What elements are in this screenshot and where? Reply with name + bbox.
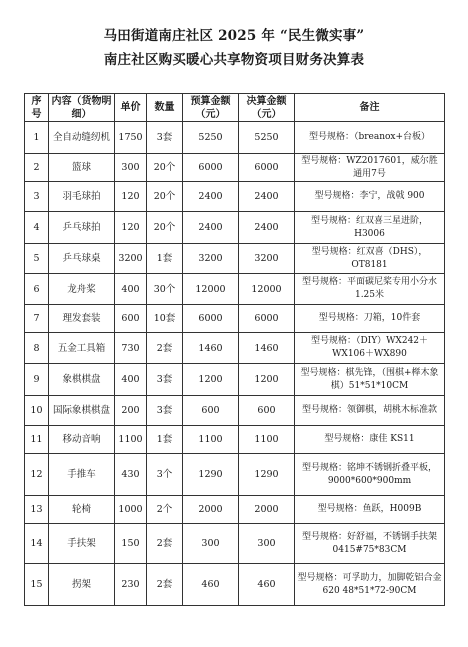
row-serial: 9 bbox=[25, 364, 49, 396]
row-final: 12000 bbox=[239, 274, 295, 305]
row-budget: 1460 bbox=[183, 333, 239, 364]
row-quantity: 20个 bbox=[147, 182, 183, 212]
row-unit-price: 430 bbox=[115, 454, 147, 496]
header-serial: 序号 bbox=[25, 94, 49, 122]
row-item: 手扶架 bbox=[49, 524, 115, 564]
table-row bbox=[25, 122, 445, 154]
document-title-line2: 南庄社区购买暖心共享物资项目财务决算表 bbox=[103, 52, 365, 68]
row-serial: 4 bbox=[25, 212, 49, 244]
row-final: 6000 bbox=[239, 305, 295, 333]
table-row bbox=[25, 182, 445, 212]
row-quantity: 20个 bbox=[147, 154, 183, 182]
table-row bbox=[25, 496, 445, 524]
row-quantity: 2套 bbox=[147, 564, 183, 606]
row-note: 型号规格：好舒福，不锈钢手扶架0415#75*83CM bbox=[295, 524, 445, 564]
row-note: 型号规格：棋先锋，（围棋+榉木象棋）51*51*10CM bbox=[295, 364, 445, 396]
row-budget: 300 bbox=[183, 524, 239, 564]
row-quantity: 2个 bbox=[147, 496, 183, 524]
row-budget: 600 bbox=[183, 396, 239, 426]
row-budget: 12000 bbox=[183, 274, 239, 305]
row-unit-price: 120 bbox=[115, 212, 147, 244]
row-unit-price: 300 bbox=[115, 154, 147, 182]
row-quantity: 30个 bbox=[147, 274, 183, 305]
row-budget: 2400 bbox=[183, 182, 239, 212]
table-row bbox=[25, 564, 445, 606]
row-unit-price: 150 bbox=[115, 524, 147, 564]
row-final: 5250 bbox=[239, 122, 295, 154]
table-row bbox=[25, 274, 445, 305]
table-row bbox=[25, 305, 445, 333]
row-budget: 460 bbox=[183, 564, 239, 606]
row-budget: 1290 bbox=[183, 454, 239, 496]
row-item: 羽毛球拍 bbox=[49, 182, 115, 212]
row-budget: 5250 bbox=[183, 122, 239, 154]
row-budget: 3200 bbox=[183, 244, 239, 274]
row-budget: 2400 bbox=[183, 212, 239, 244]
row-note: 型号规格：领御棋，胡桃木标准款 bbox=[295, 396, 445, 426]
table-row bbox=[25, 426, 445, 454]
table-row bbox=[25, 333, 445, 364]
row-serial: 3 bbox=[25, 182, 49, 212]
row-final: 2400 bbox=[239, 182, 295, 212]
row-note: 型号规格：（DIY）WX242＋WX106＋WX890 bbox=[295, 333, 445, 364]
table-row bbox=[25, 212, 445, 244]
table-row bbox=[25, 454, 445, 496]
row-note: 型号规格：铭坤不锈钢折叠平板，9000*600*900mm bbox=[295, 454, 445, 496]
row-note: 型号规格：可孚助力，加脚乾铝合金620 48*51*72-90CM bbox=[295, 564, 445, 606]
row-final: 300 bbox=[239, 524, 295, 564]
row-final: 1290 bbox=[239, 454, 295, 496]
header-remarks: 备注 bbox=[295, 94, 445, 122]
table-row bbox=[25, 154, 445, 182]
row-quantity: 2套 bbox=[147, 333, 183, 364]
row-quantity: 3个 bbox=[147, 454, 183, 496]
row-unit-price: 200 bbox=[115, 396, 147, 426]
row-quantity: 2套 bbox=[147, 524, 183, 564]
row-serial: 13 bbox=[25, 496, 49, 524]
row-item: 国际象棋棋盘 bbox=[49, 396, 115, 426]
row-item: 手推车 bbox=[49, 454, 115, 496]
row-unit-price: 1100 bbox=[115, 426, 147, 454]
row-note: 型号规格：刀箱，10件套 bbox=[295, 305, 445, 333]
row-item: 轮椅 bbox=[49, 496, 115, 524]
header-quantity: 数量 bbox=[147, 94, 183, 122]
document-title-line1: 马田街道南庄社区 2025 年 “民生微实事” bbox=[103, 28, 365, 44]
row-serial: 8 bbox=[25, 333, 49, 364]
row-unit-price: 1000 bbox=[115, 496, 147, 524]
row-serial: 15 bbox=[25, 564, 49, 606]
row-final: 6000 bbox=[239, 154, 295, 182]
row-item: 龙舟桨 bbox=[49, 274, 115, 305]
table-row bbox=[25, 396, 445, 426]
row-serial: 7 bbox=[25, 305, 49, 333]
row-note: 型号规格：康佳 KS11 bbox=[295, 426, 445, 454]
row-budget: 1200 bbox=[183, 364, 239, 396]
row-final: 1460 bbox=[239, 333, 295, 364]
financial-settlement-table bbox=[24, 93, 445, 606]
row-note: 型号规格：红双喜（DHS），OT8181 bbox=[295, 244, 445, 274]
row-final: 1100 bbox=[239, 426, 295, 454]
row-quantity: 20个 bbox=[147, 212, 183, 244]
row-unit-price: 400 bbox=[115, 274, 147, 305]
row-quantity: 3套 bbox=[147, 364, 183, 396]
row-quantity: 10套 bbox=[147, 305, 183, 333]
row-unit-price: 230 bbox=[115, 564, 147, 606]
header-content: 内容（货物明细） bbox=[49, 94, 115, 122]
row-note: 型号规格：（breanox+台板） bbox=[295, 122, 445, 154]
table-row bbox=[25, 364, 445, 396]
table-row bbox=[25, 244, 445, 274]
row-note: 型号规格：鱼跃，H009B bbox=[295, 496, 445, 524]
row-unit-price: 120 bbox=[115, 182, 147, 212]
row-serial: 5 bbox=[25, 244, 49, 274]
header-unit-price: 单价 bbox=[115, 94, 147, 122]
header-budget-amount: 预算金额（元） bbox=[183, 94, 239, 122]
row-serial: 11 bbox=[25, 426, 49, 454]
row-item: 移动音响 bbox=[49, 426, 115, 454]
row-item: 篮球 bbox=[49, 154, 115, 182]
row-unit-price: 730 bbox=[115, 333, 147, 364]
row-final: 600 bbox=[239, 396, 295, 426]
header-final-amount: 决算金额（元） bbox=[239, 94, 295, 122]
row-unit-price: 1750 bbox=[115, 122, 147, 154]
row-item: 象棋棋盘 bbox=[49, 364, 115, 396]
row-note: 型号规格：WZ2017601，威尔胜通用7号 bbox=[295, 154, 445, 182]
row-final: 2000 bbox=[239, 496, 295, 524]
row-budget: 6000 bbox=[183, 154, 239, 182]
row-serial: 1 bbox=[25, 122, 49, 154]
table-header-row bbox=[25, 94, 445, 122]
row-budget: 2000 bbox=[183, 496, 239, 524]
row-note: 型号规格：平面碳尼桨专用小分水1.25米 bbox=[295, 274, 445, 305]
row-quantity: 3套 bbox=[147, 122, 183, 154]
table-row bbox=[25, 524, 445, 564]
row-item: 乒乓球拍 bbox=[49, 212, 115, 244]
row-item: 拐架 bbox=[49, 564, 115, 606]
row-unit-price: 3200 bbox=[115, 244, 147, 274]
row-unit-price: 400 bbox=[115, 364, 147, 396]
row-item: 五金工具箱 bbox=[49, 333, 115, 364]
row-quantity: 1套 bbox=[147, 426, 183, 454]
row-serial: 14 bbox=[25, 524, 49, 564]
row-note: 型号规格：红双喜三星进阶，H3006 bbox=[295, 212, 445, 244]
row-unit-price: 600 bbox=[115, 305, 147, 333]
row-final: 460 bbox=[239, 564, 295, 606]
row-final: 3200 bbox=[239, 244, 295, 274]
row-final: 2400 bbox=[239, 212, 295, 244]
row-quantity: 1套 bbox=[147, 244, 183, 274]
row-serial: 2 bbox=[25, 154, 49, 182]
row-final: 1200 bbox=[239, 364, 295, 396]
row-serial: 10 bbox=[25, 396, 49, 426]
row-serial: 6 bbox=[25, 274, 49, 305]
row-note: 型号规格：李宁，战戟 900 bbox=[295, 182, 445, 212]
row-item: 理发套装 bbox=[49, 305, 115, 333]
row-item: 乒乓球桌 bbox=[49, 244, 115, 274]
row-quantity: 3套 bbox=[147, 396, 183, 426]
row-budget: 1100 bbox=[183, 426, 239, 454]
row-item: 全自动缝纫机 bbox=[49, 122, 115, 154]
row-budget: 6000 bbox=[183, 305, 239, 333]
row-serial: 12 bbox=[25, 454, 49, 496]
